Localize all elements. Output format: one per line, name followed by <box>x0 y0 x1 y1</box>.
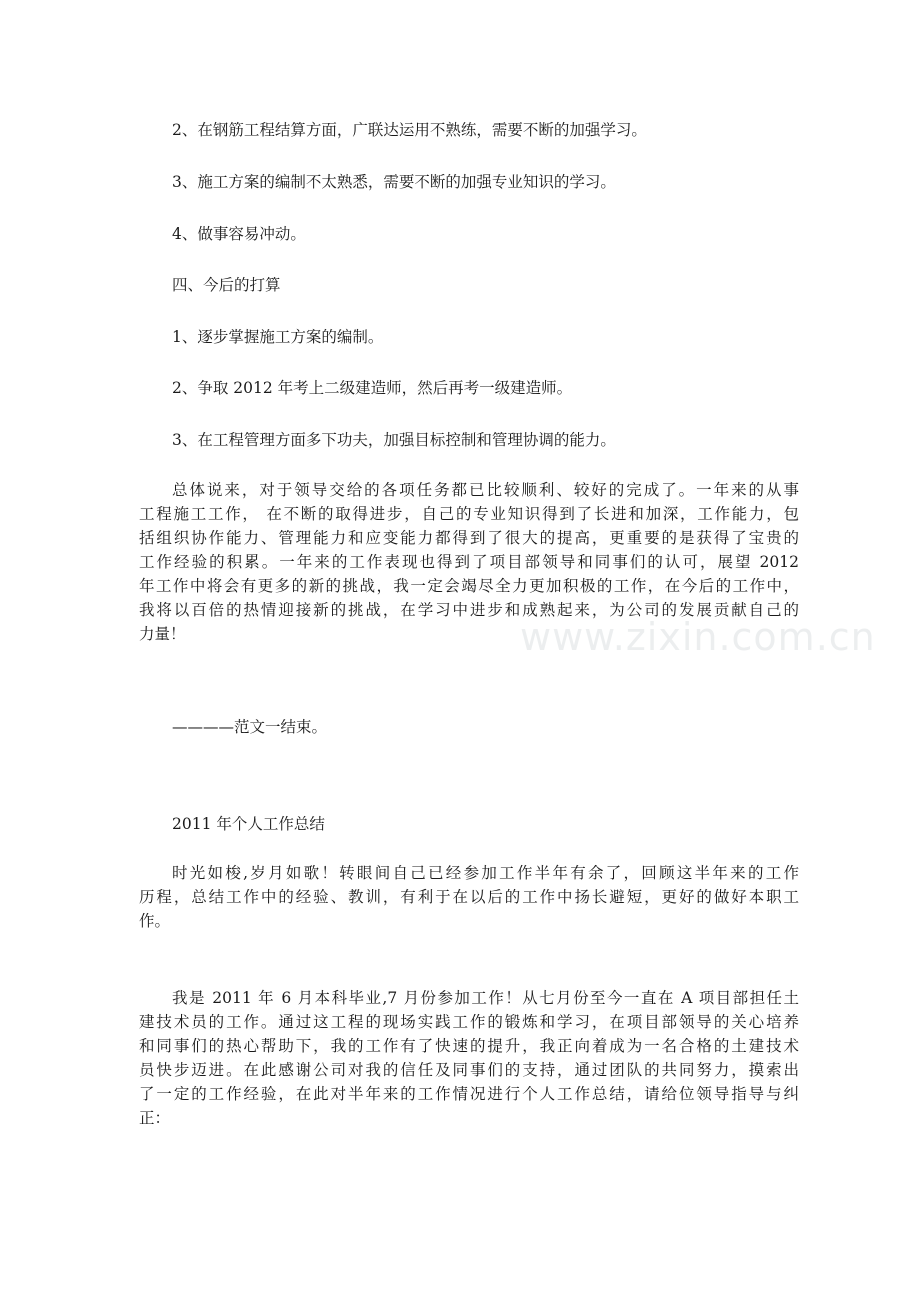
section4-item-3: 3、在工程管理方面多下功夫，加强目标控制和管理协调的能力。 <box>172 431 616 449</box>
section4-item-2: 2、争取 2012 年考上二级建造师，然后再考一级建造师。 <box>172 379 573 397</box>
body-line: 和同事们的热心帮助下，我的工作有了快速的提升，我正向着成为一名合格的土建技术 <box>139 1037 799 1055</box>
doc2-body-paragraph <box>139 986 799 1130</box>
doc2-intro-paragraph <box>139 861 799 933</box>
section4-item-1: 1、逐步掌握施工方案的编制。 <box>172 328 384 346</box>
body-line: 了一定的工作经验，在此对半年来的工作情况进行个人工作总结，请给位领导指导与纠 <box>139 1085 799 1103</box>
section3-item-4: 4、做事容易冲动。 <box>172 225 306 243</box>
watermark: www.zixin.com.cn <box>520 615 876 659</box>
summary-line: 工程施工工作， 在不断的取得进步，自己的专业知识得到了长进和加深，工作能力，包 <box>139 505 799 523</box>
section4-heading: 四、今后的打算 <box>172 276 281 294</box>
section3-item-2: 2、在钢筋工程结算方面，广联达运用不熟练，需要不断的加强学习。 <box>172 121 647 139</box>
summary-line: 年工作中将会有更多的新的挑战，我一定会竭尽全力更加积极的工作，在今后的工作中， <box>139 577 799 595</box>
summary-line: 工作经验的积累。一年来的工作表现也得到了项目部领导和同事们的认可，展望 2012 <box>139 553 799 571</box>
body-line: 我是 2011 年 6 月本科毕业,7 月份参加工作！从七月份至今一直在 A 项目部担任土 <box>172 989 799 1007</box>
doc2-title: 2011 年个人工作总结 <box>172 815 325 833</box>
body-line: 建技术员的工作。通过这工程的现场实践工作的锻炼和学习，在项目部领导的关心培养 <box>139 1013 799 1031</box>
summary-line: 力量！ <box>139 625 186 643</box>
end-marker: ————范文一结束。 <box>172 718 328 736</box>
intro-line: 作。 <box>139 912 171 930</box>
summary-line: 括组织协作能力、管理能力和应变能力都得到了很大的提高，更重要的是获得了宝贵的 <box>139 529 799 547</box>
body-line: 正： <box>139 1109 171 1127</box>
section3-item-3: 3、施工方案的编制不太熟悉，需要不断的加强专业知识的学习。 <box>172 173 616 191</box>
intro-line: 历程，总结工作中的经验、教训，有利于在以后的工作中扬长避短，更好的做好本职工 <box>139 888 799 906</box>
intro-line: 时光如梭,岁月如歌！转眼间自己已经参加工作半年有余了，回顾这半年来的工作 <box>172 864 799 882</box>
summary-line: 总体说来，对于领导交给的各项任务都已比较顺利、较好的完成了。一年来的从事 <box>172 481 799 499</box>
summary-line: 我将以百倍的热情迎接新的挑战，在学习中进步和成熟起来，为公司的发展贡献自己的 <box>139 601 799 619</box>
body-line: 员快步迈进。在此感谢公司对我的信任及同事们的支持，通过团队的共同努力，摸索出 <box>139 1061 799 1079</box>
